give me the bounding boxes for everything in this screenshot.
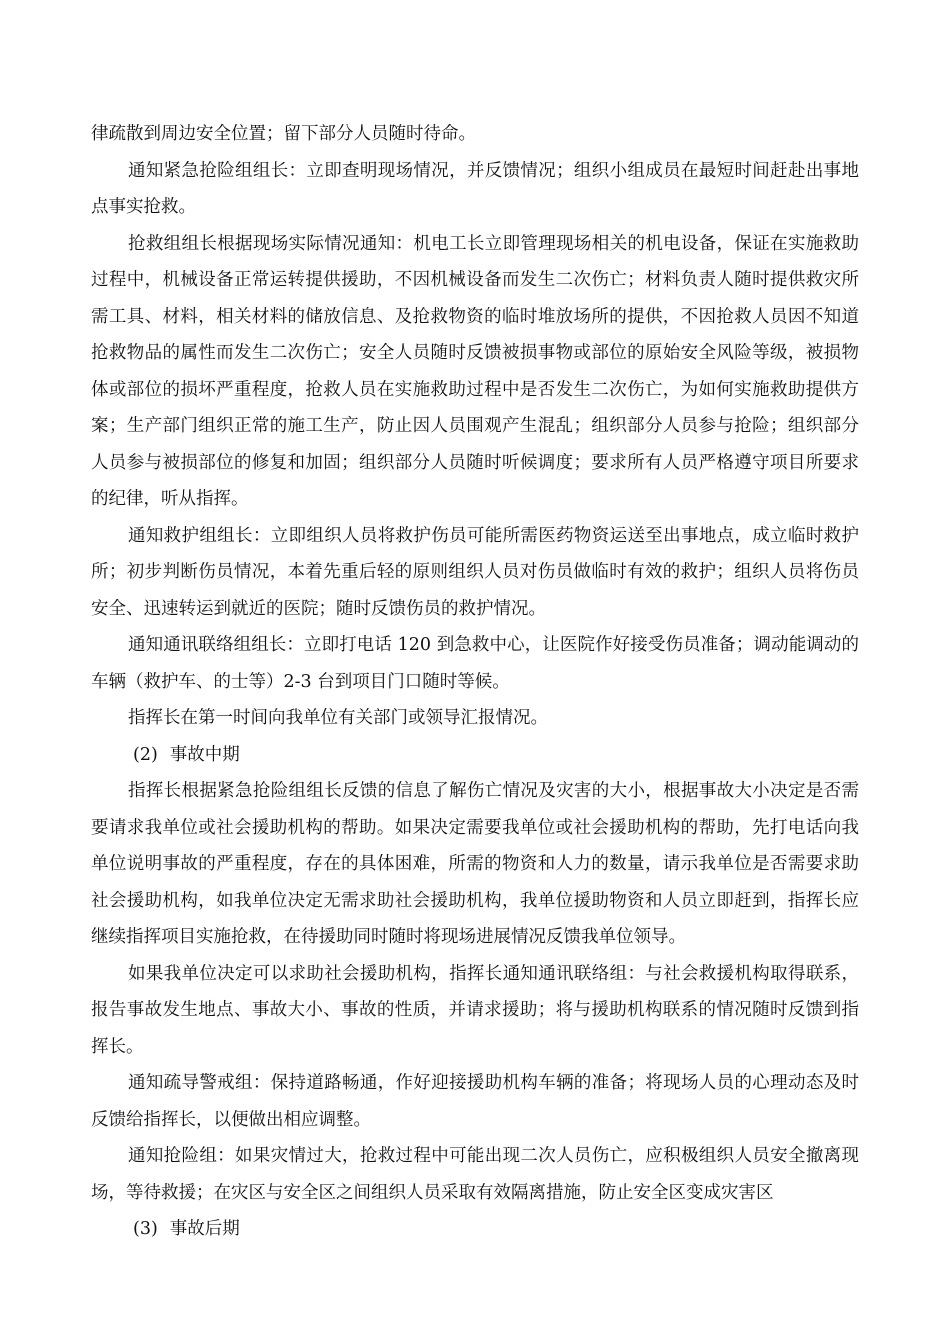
paragraph-guidance-group: 通知疏导警戒组：保持道路畅通，作好迎接援助机构车辆的准备；将现场人员的心理动态及时反馈给指挥长，以便做出相应调整。 [91,1073,859,1130]
section-title: 事故中期 [169,744,240,765]
section-title: 事故后期 [169,1219,240,1239]
paragraph-medical-group: 通知救护组组长：立即组织人员将救护伤员可能所需医药物资运送至出事地点，成立临时救护所；初步判断伤员情况，本着先重后轻的原则组织人员对伤员做临时有效的救护；组织人员将伤员安全、迅速转运到就近的医院；随时反馈伤员的救护情况。 [91,525,859,619]
section-number: (2) [133,744,158,765]
document-body [91,116,859,1248]
section-heading-mid-stage [91,737,859,774]
paragraph-rescue-leader: 通知紧急抢险组组长：立即查明现场情况，并反馈情况；组织小组成员在最短时间赶赴出事地点事实抢救。 [91,160,859,217]
paragraph-commander-report: 指挥长在第一时间向我单位有关部门或领导汇报情况。 [128,708,548,728]
paragraph-rescue-group-evacuate: 通知抢险组：如果灾情过大，抢救过程中可能出现二次人员伤亡，应积极组织人员安全撤离现场，等待救援；在灾区与安全区之间组织人员采取有效隔离措施，防止安全区变成灾害区 [91,1146,859,1203]
paragraph-request-assistance: 指挥长根据紧急抢险组组长反馈的信息了解伤亡情况及灾害的大小，根据事故大小决定是否需要请求我单位或社会援助机构的帮助。如果决定需要我单位或社会援助机构的帮助，先打电话向我单位说明事故的严重程度，存在的具体困难，所需的物资和人力的数量，请示我单位是否需要求助社会援助机构，如我单位决定无需求助社会援助机构，我单位援助物资和人员立即赶到，指挥长应继续指挥项目实施抢救，在待援助同时随时将现场进展情况反馈我单位领导。 [91,781,859,947]
paragraph-communication-group: 通知通讯联络组组长：立即打电话 120 到急救中心，让医院作好接受伤员准备；调动能调动的车辆（救护车、的士等）2-3 台到项目门口随时等候。 [91,635,859,692]
paragraph-evacuate: 律疏散到周边安全位置；留下部分人员随时待命。 [91,124,476,144]
paragraph-rescue-group-notice: 抢救组组长根据现场实际情况通知：机电工长立即管理现场相关的机电设备，保证在实施救助过程中，机械设备正常运转提供援助，不因机械设备而发生二次伤亡；材料负责人随时提供救灾所需工具、材料，相关材料的储放信息、及抢救物资的临时堆放场所的提供，不因抢救人员因不知道抢救物品的属性而发生二次伤亡；安全人员随时反馈被损事物或部位的原始安全风险等级，被损物体或部位的损坏严重程度，抢救人员在实施救助过程中是否发生二次伤亡，为如何实施救助提供方案；生产部门组织正常的施工生产，防止因人员围观产生混乱；组织部分人员参与抢险；组织部分人员参与被损部位的修复和加固；组织部分人员随时听候调度；要求所有人员严格遵守项目所要求的纪律，听从指挥。 [91,233,859,509]
section-number: (3) [133,1219,158,1239]
section-heading-late-stage [91,1211,859,1248]
paragraph-social-rescue: 如果我单位决定可以求助社会援助机构，指挥长通知通讯联络组：与社会救援机构取得联系，报告事故发生地点、事故大小、事故的性质，并请求援助；将与援助机构联系的情况随时反馈到指挥长。 [91,963,859,1057]
